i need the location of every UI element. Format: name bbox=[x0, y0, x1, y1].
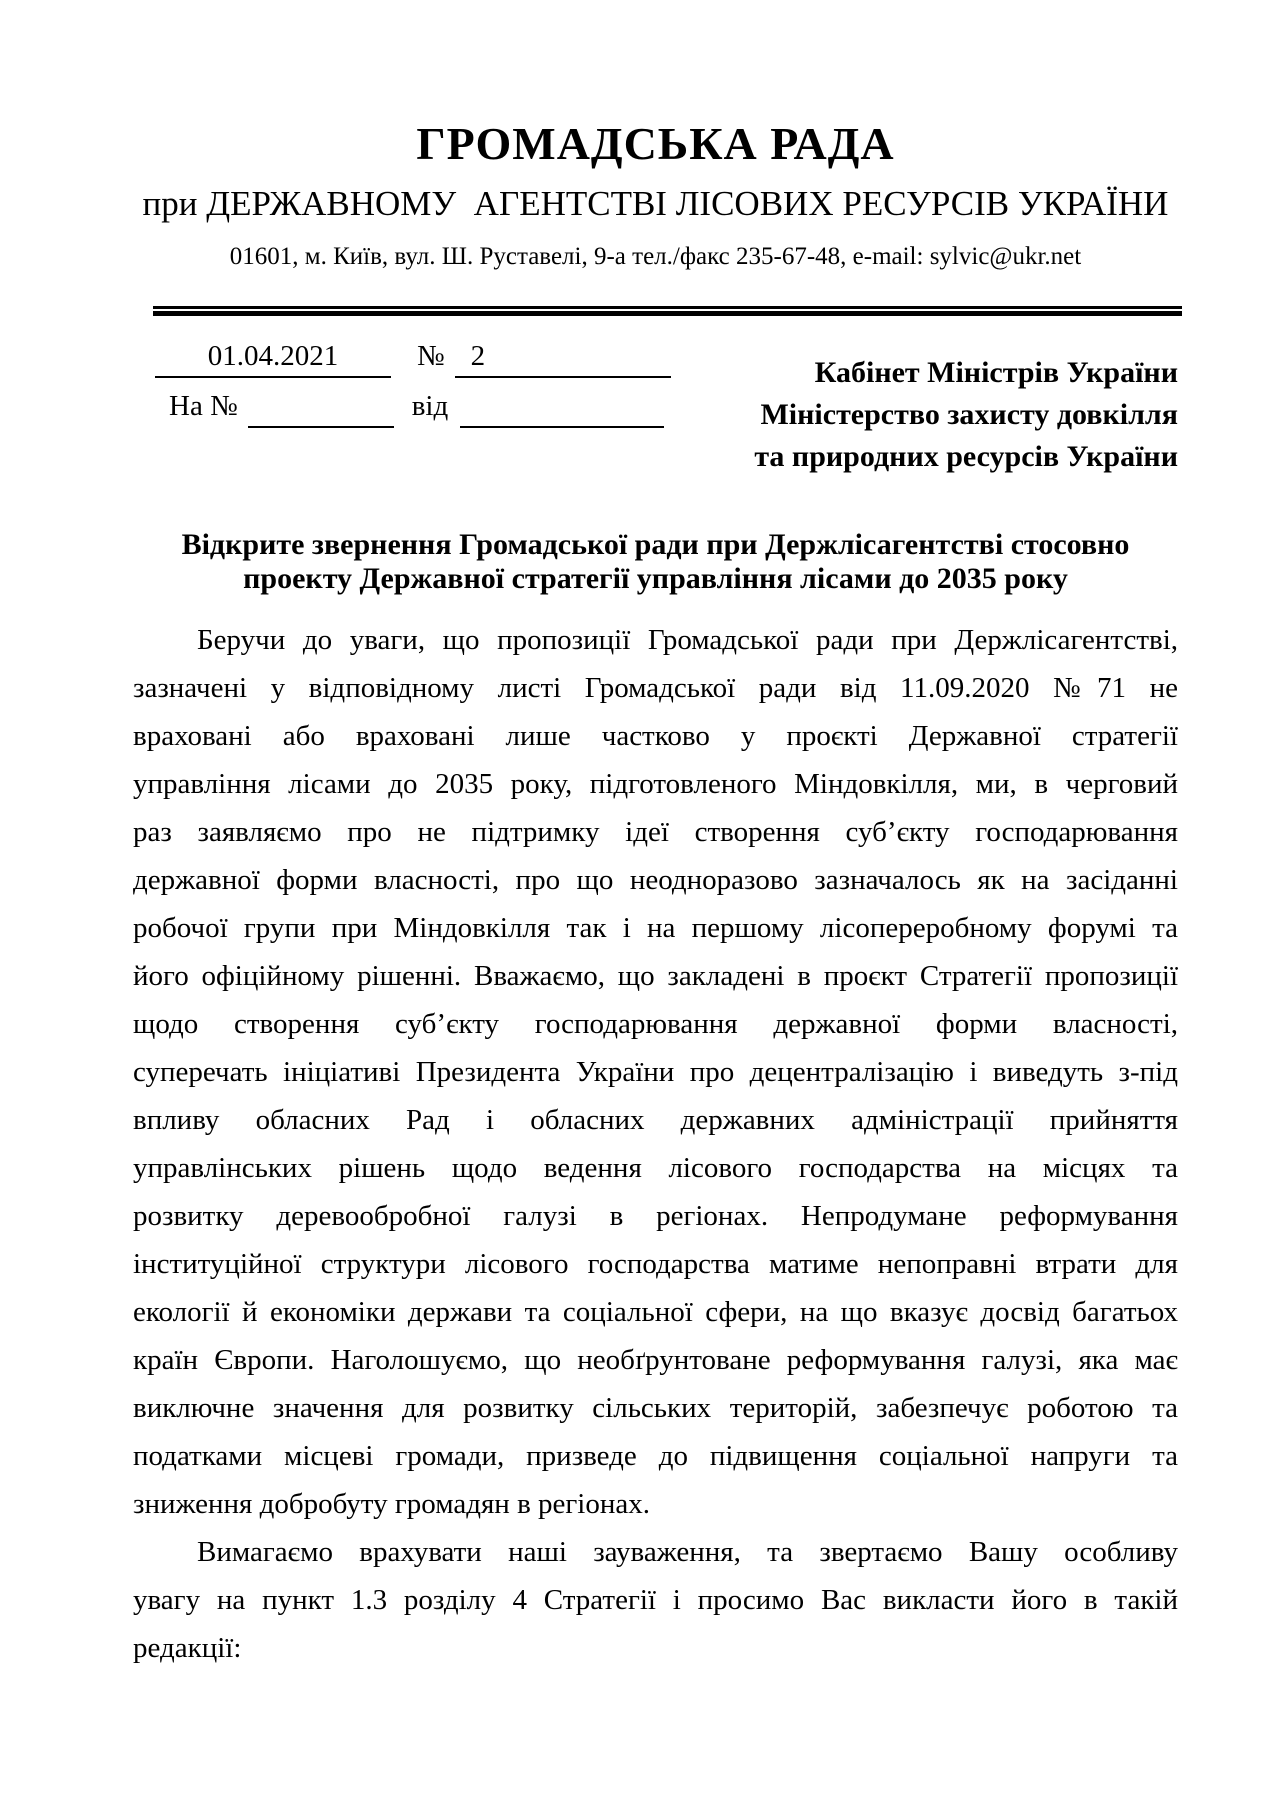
from-date-blank-field bbox=[460, 386, 664, 428]
reference-block bbox=[133, 332, 1178, 492]
recipient-line: Міністерство захисту довкілля bbox=[760, 398, 1178, 431]
recipient-line: та природних ресурсів України bbox=[754, 440, 1178, 473]
body-line: Беручи до уваги, що пропозиції Громадської ради при Держлісагентстві, bbox=[197, 624, 1178, 656]
body-line: управління лісами до 2035 року, підготовленого Міндовкілля, ми, в черговий bbox=[133, 768, 1178, 800]
body-line: раз заявляємо про не підтримку ідеї створення суб’єкту господарювання bbox=[133, 816, 1178, 848]
body-line: податками місцеві громади, призведе до підвищення соціальної напруги та bbox=[133, 1440, 1178, 1472]
letter-title bbox=[133, 528, 1178, 596]
letter-body bbox=[133, 616, 1178, 1672]
body-line: зниження добробуту громадян в регіонах. bbox=[133, 1488, 650, 1520]
body-line: суперечать ініціативі Президента України про децентралізацію і виведуть з-під bbox=[133, 1056, 1178, 1088]
from-date-label: від bbox=[411, 390, 449, 422]
body-line: зазначені у відповідному листі Громадської ради від 11.09.2020 №71 не bbox=[133, 672, 1178, 704]
body-line: робочої групи при Міндовкілля так і на першому лісопереробному форумі та bbox=[133, 912, 1178, 944]
letterhead bbox=[133, 118, 1178, 272]
organization-name: ГРОМАДСЬКА РАДА bbox=[416, 118, 895, 169]
body-line: управлінських рішень щодо ведення лісового господарства на місцях та bbox=[133, 1152, 1178, 1184]
organization-address: 01601, м. Київ, вул. Ш. Руставелі, 9-а тел./факс 235-67-48, e-mail: sylvic@ukr.net bbox=[229, 243, 1082, 270]
body-line: щодо створення суб’єкту господарювання державної форми власності, bbox=[133, 1008, 1178, 1040]
body-line: інституційної структури лісового господарства матиме непоправні втрати для bbox=[133, 1248, 1178, 1280]
recipient-block bbox=[754, 352, 1178, 478]
body-line: країн Європи. Наголошуємо, що необґрунтоване реформування галузі, яка має bbox=[133, 1344, 1178, 1376]
divider-bottom-line bbox=[153, 311, 1182, 316]
letter-date-field: 01.04.2021 bbox=[155, 340, 391, 378]
recipient-line: Кабінет Міністрів України bbox=[814, 356, 1178, 389]
letter-number-field: 2 bbox=[455, 340, 671, 378]
number-sign-label: № bbox=[417, 340, 445, 372]
letter-title-line: проекту Державної стратегії управління лісами до 2035 року bbox=[243, 562, 1068, 595]
body-line: впливу обласних Рад і обласних державних адміністрації прийняття bbox=[133, 1104, 1178, 1136]
body-line: екології й економіки держави та соціальної сфери, на що вказує досвід багатьох bbox=[133, 1296, 1178, 1328]
reply-number-blank-field bbox=[248, 386, 394, 428]
body-line: враховані або враховані лише частково у проєкті Державної стратегії bbox=[133, 720, 1178, 752]
reply-to-label: На № bbox=[169, 390, 238, 422]
body-line: державної форми власності, про що неодноразово зазначалось як на засіданні bbox=[133, 864, 1178, 896]
body-line: виключне значення для розвитку сільських територій, забезпечує роботою та bbox=[133, 1392, 1178, 1424]
body-line: редакції: bbox=[133, 1632, 242, 1664]
letterhead-divider bbox=[153, 306, 1182, 316]
body-line: увагу на пункт 1.3 розділу 4 Стратегії і просимо Вас викласти його в такій bbox=[133, 1584, 1178, 1616]
body-line: його офіційному рішенні. Вважаємо, що закладені в проєкт Стратегії пропозиції bbox=[133, 960, 1178, 992]
body-line: Вимагаємо врахувати наші зауваження, та звертаємо Вашу особливу bbox=[197, 1536, 1178, 1568]
organization-subtitle: при ДЕРЖАВНОМУ АГЕНТСТВІ ЛІСОВИХ РЕСУРСІВ УКРАЇНИ bbox=[142, 184, 1169, 223]
letter-title-line: Відкрите звернення Громадської ради при Держлісагентстві стосовно bbox=[181, 528, 1130, 561]
body-line: розвитку деревообробної галузі в регіонах. Непродумане реформування bbox=[133, 1200, 1178, 1232]
